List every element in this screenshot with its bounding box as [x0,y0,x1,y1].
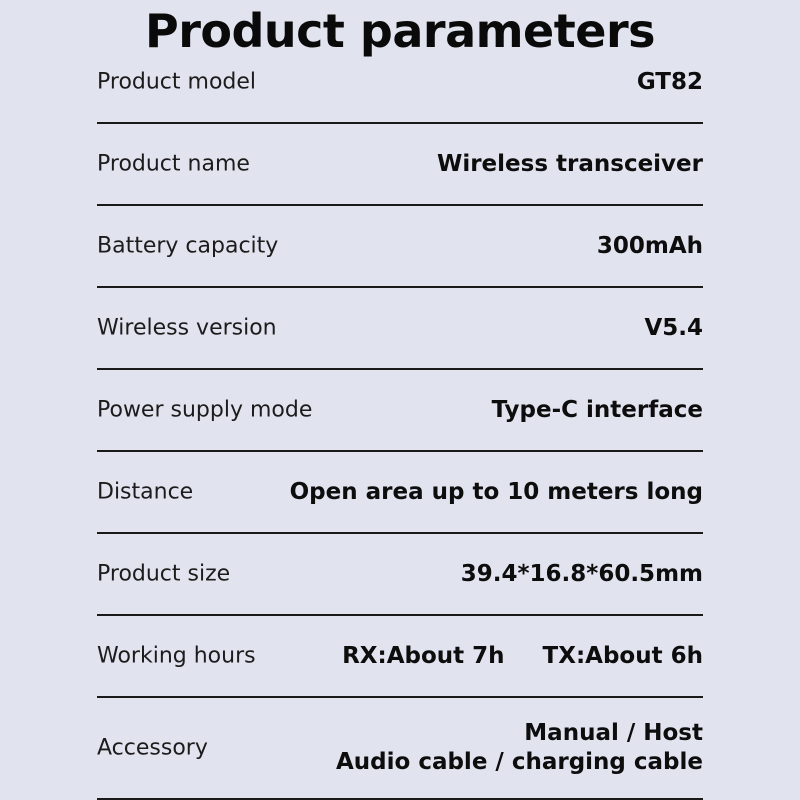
table-row [97,534,703,616]
table-row-accessory [97,698,703,800]
row-value: Open area up to 10 meters long [289,479,703,505]
row-label: Product name [97,151,250,177]
row-value: Wireless transceiver [436,151,703,177]
table-row [97,370,703,452]
working-hours-values [342,643,703,669]
row-label: Working hours [97,643,256,669]
accessory-line-2: Audio cable / charging cable [335,749,703,775]
row-value: Type-C interface [491,397,703,423]
row-label: Accessory [97,735,208,761]
row-value: GT82 [636,69,703,95]
tx-hours: TX:About 6h [542,643,703,669]
table-row-working-hours [97,616,703,698]
table-row [97,452,703,534]
table-row [97,42,703,124]
table-row [97,124,703,206]
rx-hours: RX:About 7h [342,643,505,669]
row-value: 39.4*16.8*60.5mm [460,561,703,587]
row-label: Battery capacity [97,233,279,259]
row-value: 300mAh [596,233,703,259]
table-row [97,206,703,288]
accessory-values [336,719,703,777]
row-label: Product size [97,561,231,587]
accessory-line-1: Manual / Host [524,720,703,746]
row-label: Product model [97,69,257,95]
row-label: Distance [97,479,194,505]
row-label: Power supply mode [97,397,313,423]
row-value: V5.4 [644,315,703,341]
page-title: Product parameters [144,4,656,58]
row-label: Wireless version [97,315,277,341]
table-row [97,288,703,370]
parameters-table [97,42,703,800]
